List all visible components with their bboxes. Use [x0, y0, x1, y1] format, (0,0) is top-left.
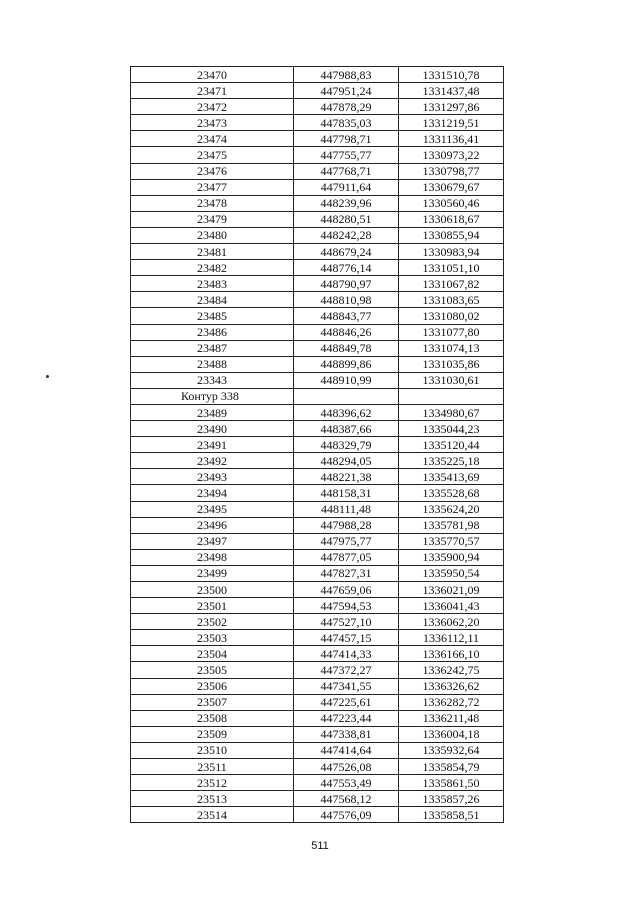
x-coordinate-cell: 447223,44: [294, 710, 399, 726]
y-coordinate-cell: 1335858,51: [399, 807, 504, 823]
point-number-cell: 23502: [131, 614, 294, 630]
point-number-cell: 23486: [131, 324, 294, 340]
point-number-cell: 23499: [131, 565, 294, 581]
table-row: [131, 694, 504, 710]
x-coordinate-cell: 447576,09: [294, 807, 399, 823]
point-number-cell: 23472: [131, 99, 294, 115]
table-row: [131, 227, 504, 243]
table-row: [131, 533, 504, 549]
table-row: [131, 582, 504, 598]
table-row: [131, 775, 504, 791]
table-row: [131, 292, 504, 308]
table-row: [131, 598, 504, 614]
contour-header-row: [131, 388, 504, 404]
y-coordinate-cell: 1331080,02: [399, 308, 504, 324]
table-row: [131, 742, 504, 758]
x-coordinate-cell: 447835,03: [294, 115, 399, 131]
y-coordinate-cell: 1331074,13: [399, 340, 504, 356]
y-coordinate-cell: 1330679,67: [399, 179, 504, 195]
table-row: [131, 565, 504, 581]
y-coordinate-cell: 1336282,72: [399, 694, 504, 710]
point-number-cell: 23470: [131, 67, 294, 83]
point-number-cell: 23491: [131, 437, 294, 453]
x-coordinate-cell: 448387,66: [294, 421, 399, 437]
stray-mark: [46, 375, 49, 378]
point-number-cell: 23485: [131, 308, 294, 324]
y-coordinate-cell: 1330855,94: [399, 227, 504, 243]
x-coordinate-cell: 448242,28: [294, 227, 399, 243]
point-number-cell: 23506: [131, 678, 294, 694]
table-row: [131, 195, 504, 211]
table-row: [131, 356, 504, 372]
x-coordinate-cell: 447975,77: [294, 533, 399, 549]
y-coordinate-cell: 1331030,61: [399, 372, 504, 388]
table-row: [131, 260, 504, 276]
y-coordinate-cell: 1330618,67: [399, 211, 504, 227]
y-coordinate-cell: 1336112,11: [399, 630, 504, 646]
point-number-cell: 23508: [131, 710, 294, 726]
point-number-cell: 23501: [131, 598, 294, 614]
x-coordinate-cell: 448294,05: [294, 453, 399, 469]
y-coordinate-cell: 1336041,43: [399, 598, 504, 614]
x-coordinate-cell: 447798,71: [294, 131, 399, 147]
x-coordinate-cell: 447951,24: [294, 83, 399, 99]
y-coordinate-cell: 1336166,10: [399, 646, 504, 662]
x-coordinate-cell: 448280,51: [294, 211, 399, 227]
table-row: [131, 83, 504, 99]
table-row: [131, 469, 504, 485]
x-coordinate-cell: 448158,31: [294, 485, 399, 501]
table-row: [131, 372, 504, 388]
x-coordinate-cell: 447526,08: [294, 759, 399, 775]
table-row: [131, 115, 504, 131]
x-coordinate-cell: 448329,79: [294, 437, 399, 453]
x-coordinate-cell: 447988,28: [294, 517, 399, 533]
table-row: [131, 549, 504, 565]
point-number-cell: 23495: [131, 501, 294, 517]
point-number-cell: 23494: [131, 485, 294, 501]
x-coordinate-cell: 447877,05: [294, 549, 399, 565]
y-coordinate-cell: 1335120,44: [399, 437, 504, 453]
y-coordinate-cell: 1331136,41: [399, 131, 504, 147]
point-number-cell: 23503: [131, 630, 294, 646]
y-coordinate-cell: 1335413,69: [399, 469, 504, 485]
point-number-cell: 23514: [131, 807, 294, 823]
y-coordinate-cell: 1335781,98: [399, 517, 504, 533]
y-coordinate-cell: 1335528,68: [399, 485, 504, 501]
table-row: [131, 485, 504, 501]
point-number-cell: 23473: [131, 115, 294, 131]
y-coordinate-cell: 1335044,23: [399, 421, 504, 437]
point-number-cell: 23509: [131, 726, 294, 742]
point-number-cell: 23479: [131, 211, 294, 227]
y-coordinate-cell: 1331219,51: [399, 115, 504, 131]
empty-cell: [294, 388, 399, 404]
point-number-cell: 23478: [131, 195, 294, 211]
contour-label: Контур 338: [131, 388, 294, 404]
x-coordinate-cell: 447827,31: [294, 565, 399, 581]
table-row: [131, 437, 504, 453]
table-row: [131, 163, 504, 179]
x-coordinate-cell: 447338,81: [294, 726, 399, 742]
table-row: [131, 662, 504, 678]
y-coordinate-cell: 1330560,46: [399, 195, 504, 211]
point-number-cell: 23482: [131, 260, 294, 276]
x-coordinate-cell: 447768,71: [294, 163, 399, 179]
point-number-cell: 23471: [131, 83, 294, 99]
x-coordinate-cell: 447414,64: [294, 742, 399, 758]
point-number-cell: 23511: [131, 759, 294, 775]
table-row: [131, 244, 504, 260]
x-coordinate-cell: 447553,49: [294, 775, 399, 791]
x-coordinate-cell: 447659,06: [294, 582, 399, 598]
x-coordinate-cell: 447755,77: [294, 147, 399, 163]
y-coordinate-cell: 1330983,94: [399, 244, 504, 260]
y-coordinate-cell: 1330798,77: [399, 163, 504, 179]
x-coordinate-cell: 447457,15: [294, 630, 399, 646]
point-number-cell: 23513: [131, 791, 294, 807]
point-number-cell: 23475: [131, 147, 294, 163]
y-coordinate-cell: 1334980,67: [399, 404, 504, 420]
table-row: [131, 131, 504, 147]
x-coordinate-cell: 448239,96: [294, 195, 399, 211]
table-row: [131, 614, 504, 630]
page-number: 511: [311, 840, 329, 852]
y-coordinate-cell: 1331083,65: [399, 292, 504, 308]
x-coordinate-cell: 447594,53: [294, 598, 399, 614]
point-number-cell: 23505: [131, 662, 294, 678]
x-coordinate-cell: 448846,26: [294, 324, 399, 340]
y-coordinate-cell: 1335854,79: [399, 759, 504, 775]
y-coordinate-cell: 1331077,80: [399, 324, 504, 340]
x-coordinate-cell: 448843,77: [294, 308, 399, 324]
x-coordinate-cell: 448910,99: [294, 372, 399, 388]
table-row: [131, 99, 504, 115]
y-coordinate-cell: 1336211,48: [399, 710, 504, 726]
table-row: [131, 710, 504, 726]
x-coordinate-cell: 447372,27: [294, 662, 399, 678]
table-row: [131, 501, 504, 517]
x-coordinate-cell: 448396,62: [294, 404, 399, 420]
y-coordinate-cell: 1330973,22: [399, 147, 504, 163]
x-coordinate-cell: 447414,33: [294, 646, 399, 662]
x-coordinate-cell: 448679,24: [294, 244, 399, 260]
table-row: [131, 726, 504, 742]
table-row: [131, 324, 504, 340]
point-number-cell: 23480: [131, 227, 294, 243]
point-number-cell: 23474: [131, 131, 294, 147]
table-row: [131, 147, 504, 163]
y-coordinate-cell: 1331510,78: [399, 67, 504, 83]
table-row: [131, 453, 504, 469]
table-row: [131, 517, 504, 533]
y-coordinate-cell: 1331035,86: [399, 356, 504, 372]
y-coordinate-cell: 1335624,20: [399, 501, 504, 517]
x-coordinate-cell: 447988,83: [294, 67, 399, 83]
table-row: [131, 791, 504, 807]
point-number-cell: 23488: [131, 356, 294, 372]
y-coordinate-cell: 1335225,18: [399, 453, 504, 469]
y-coordinate-cell: 1336021,09: [399, 582, 504, 598]
y-coordinate-cell: 1336062,20: [399, 614, 504, 630]
point-number-cell: 23477: [131, 179, 294, 195]
x-coordinate-cell: 448221,38: [294, 469, 399, 485]
coordinates-table-body: [131, 67, 504, 823]
table-row: [131, 276, 504, 292]
x-coordinate-cell: 447878,29: [294, 99, 399, 115]
empty-cell: [399, 388, 504, 404]
table-row: [131, 67, 504, 83]
x-coordinate-cell: 448899,86: [294, 356, 399, 372]
x-coordinate-cell: 447911,64: [294, 179, 399, 195]
x-coordinate-cell: 447527,10: [294, 614, 399, 630]
table-row: [131, 678, 504, 694]
y-coordinate-cell: 1331437,48: [399, 83, 504, 99]
x-coordinate-cell: 447568,12: [294, 791, 399, 807]
x-coordinate-cell: 448810,98: [294, 292, 399, 308]
point-number-cell: 23492: [131, 453, 294, 469]
point-number-cell: 23498: [131, 549, 294, 565]
point-number-cell: 23343: [131, 372, 294, 388]
point-number-cell: 23487: [131, 340, 294, 356]
table-row: [131, 759, 504, 775]
y-coordinate-cell: 1331051,10: [399, 260, 504, 276]
table-row: [131, 340, 504, 356]
x-coordinate-cell: 448111,48: [294, 501, 399, 517]
table-row: [131, 211, 504, 227]
y-coordinate-cell: 1336242,75: [399, 662, 504, 678]
point-number-cell: 23483: [131, 276, 294, 292]
table-row: [131, 308, 504, 324]
y-coordinate-cell: 1331067,82: [399, 276, 504, 292]
y-coordinate-cell: 1335950,54: [399, 565, 504, 581]
point-number-cell: 23496: [131, 517, 294, 533]
point-number-cell: 23504: [131, 646, 294, 662]
point-number-cell: 23497: [131, 533, 294, 549]
point-number-cell: 23489: [131, 404, 294, 420]
x-coordinate-cell: 448776,14: [294, 260, 399, 276]
table-row: [131, 404, 504, 420]
x-coordinate-cell: 447341,55: [294, 678, 399, 694]
x-coordinate-cell: 447225,61: [294, 694, 399, 710]
point-number-cell: 23484: [131, 292, 294, 308]
point-number-cell: 23500: [131, 582, 294, 598]
point-number-cell: 23512: [131, 775, 294, 791]
table-row: [131, 421, 504, 437]
y-coordinate-cell: 1335932,64: [399, 742, 504, 758]
point-number-cell: 23507: [131, 694, 294, 710]
table-row: [131, 630, 504, 646]
table-row: [131, 179, 504, 195]
y-coordinate-cell: 1335900,94: [399, 549, 504, 565]
table-row: [131, 807, 504, 823]
point-number-cell: 23490: [131, 421, 294, 437]
coordinates-table: [130, 66, 504, 823]
point-number-cell: 23481: [131, 244, 294, 260]
y-coordinate-cell: 1335861,50: [399, 775, 504, 791]
y-coordinate-cell: 1331297,86: [399, 99, 504, 115]
x-coordinate-cell: 448790,97: [294, 276, 399, 292]
point-number-cell: 23510: [131, 742, 294, 758]
table-row: [131, 646, 504, 662]
y-coordinate-cell: 1335857,26: [399, 791, 504, 807]
point-number-cell: 23493: [131, 469, 294, 485]
y-coordinate-cell: 1335770,57: [399, 533, 504, 549]
point-number-cell: 23476: [131, 163, 294, 179]
y-coordinate-cell: 1336004,18: [399, 726, 504, 742]
y-coordinate-cell: 1336326,62: [399, 678, 504, 694]
x-coordinate-cell: 448849,78: [294, 340, 399, 356]
